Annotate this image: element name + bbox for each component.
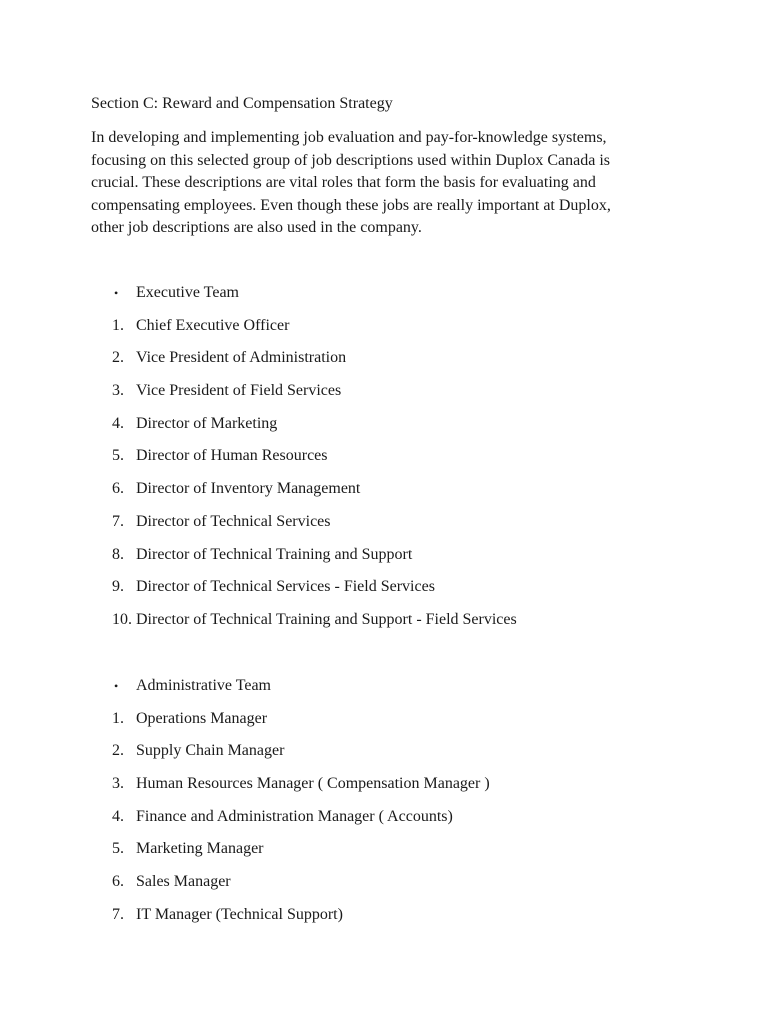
intro-line: In developing and implementing job evaluation and pay-for-knowledge systems,	[91, 129, 607, 146]
list-item-number: 5.	[112, 840, 124, 858]
list-item	[0, 807, 768, 840]
intro-paragraph	[91, 127, 681, 240]
list-item-number: 4.	[112, 807, 124, 825]
bullet-icon: •	[114, 286, 119, 300]
list-item	[0, 479, 768, 512]
list-item-text: Director of Technical Services	[136, 512, 331, 530]
list-item	[0, 577, 768, 610]
intro-line: other job descriptions are also used in the company.	[91, 219, 422, 236]
list-item-text: Director of Technical Training and Support - Field Services	[136, 610, 517, 628]
list-item	[0, 839, 768, 872]
list-item-text: Vice President of Field Services	[136, 382, 342, 400]
list-item-number: 4.	[112, 414, 124, 432]
list-item	[0, 316, 768, 349]
list-item	[0, 709, 768, 742]
list-item-text: Vice President of Administration	[136, 349, 347, 367]
list-item-number: 1.	[112, 316, 124, 334]
executive-team-list	[0, 283, 768, 643]
administrative-team-header	[0, 676, 768, 709]
list-item-number: 10.	[112, 610, 132, 628]
list-item-text: Director of Technical Services - Field Services	[136, 578, 435, 596]
section-heading: Section C: Reward and Compensation Strategy	[91, 95, 393, 112]
list-group-title: Administrative Team	[136, 677, 271, 694]
list-item	[0, 774, 768, 807]
intro-line: focusing on this selected group of job descriptions used within Duplox Canada is	[91, 151, 611, 169]
list-item	[0, 545, 768, 578]
list-item-number: 6.	[112, 480, 124, 498]
list-item-number: 3.	[112, 382, 124, 400]
list-item-text: Marketing Manager	[136, 840, 264, 858]
list-item-text: Chief Executive Officer	[136, 316, 290, 334]
list-item-number: 3.	[112, 775, 124, 793]
list-item-number: 7.	[112, 512, 124, 530]
list-item-text: Human Resources Manager ( Compensation Manager )	[136, 775, 490, 793]
bullet-icon: •	[114, 679, 119, 693]
list-item	[0, 512, 768, 545]
intro-line: compensating employees. Even though these jobs are really important at Duplox,	[91, 196, 611, 214]
list-item-number: 8.	[112, 545, 124, 563]
list-item	[0, 872, 768, 905]
list-item	[0, 610, 768, 643]
list-item-number: 9.	[112, 578, 124, 596]
list-item	[0, 446, 768, 479]
list-item-text: Finance and Administration Manager ( Accounts)	[136, 807, 453, 825]
list-item	[0, 741, 768, 774]
list-item	[0, 348, 768, 381]
list-item-text: Director of Marketing	[136, 414, 278, 432]
list-item-number: 1.	[112, 709, 124, 727]
list-item-text: Operations Manager	[136, 709, 268, 727]
list-item-number: 2.	[112, 349, 124, 367]
list-item	[0, 414, 768, 447]
administrative-team-list	[0, 676, 768, 938]
list-item-text: Supply Chain Manager	[136, 742, 285, 760]
list-item-number: 6.	[112, 873, 124, 891]
list-item	[0, 381, 768, 414]
list-group-title: Executive Team	[136, 284, 239, 301]
list-item-text: Director of Inventory Management	[136, 480, 361, 498]
list-item-number: 5.	[112, 447, 124, 465]
executive-team-header	[0, 283, 768, 316]
list-item-text: Director of Human Resources	[136, 447, 328, 465]
list-item	[0, 905, 768, 938]
list-item-text: Sales Manager	[136, 873, 231, 891]
list-item-number: 2.	[112, 742, 124, 760]
intro-line: crucial. These descriptions are vital roles that form the basis for evaluating and	[91, 174, 596, 191]
list-item-number: 7.	[112, 905, 124, 923]
list-item-text: IT Manager (Technical Support)	[136, 905, 343, 923]
list-item-text: Director of Technical Training and Support	[136, 545, 413, 563]
